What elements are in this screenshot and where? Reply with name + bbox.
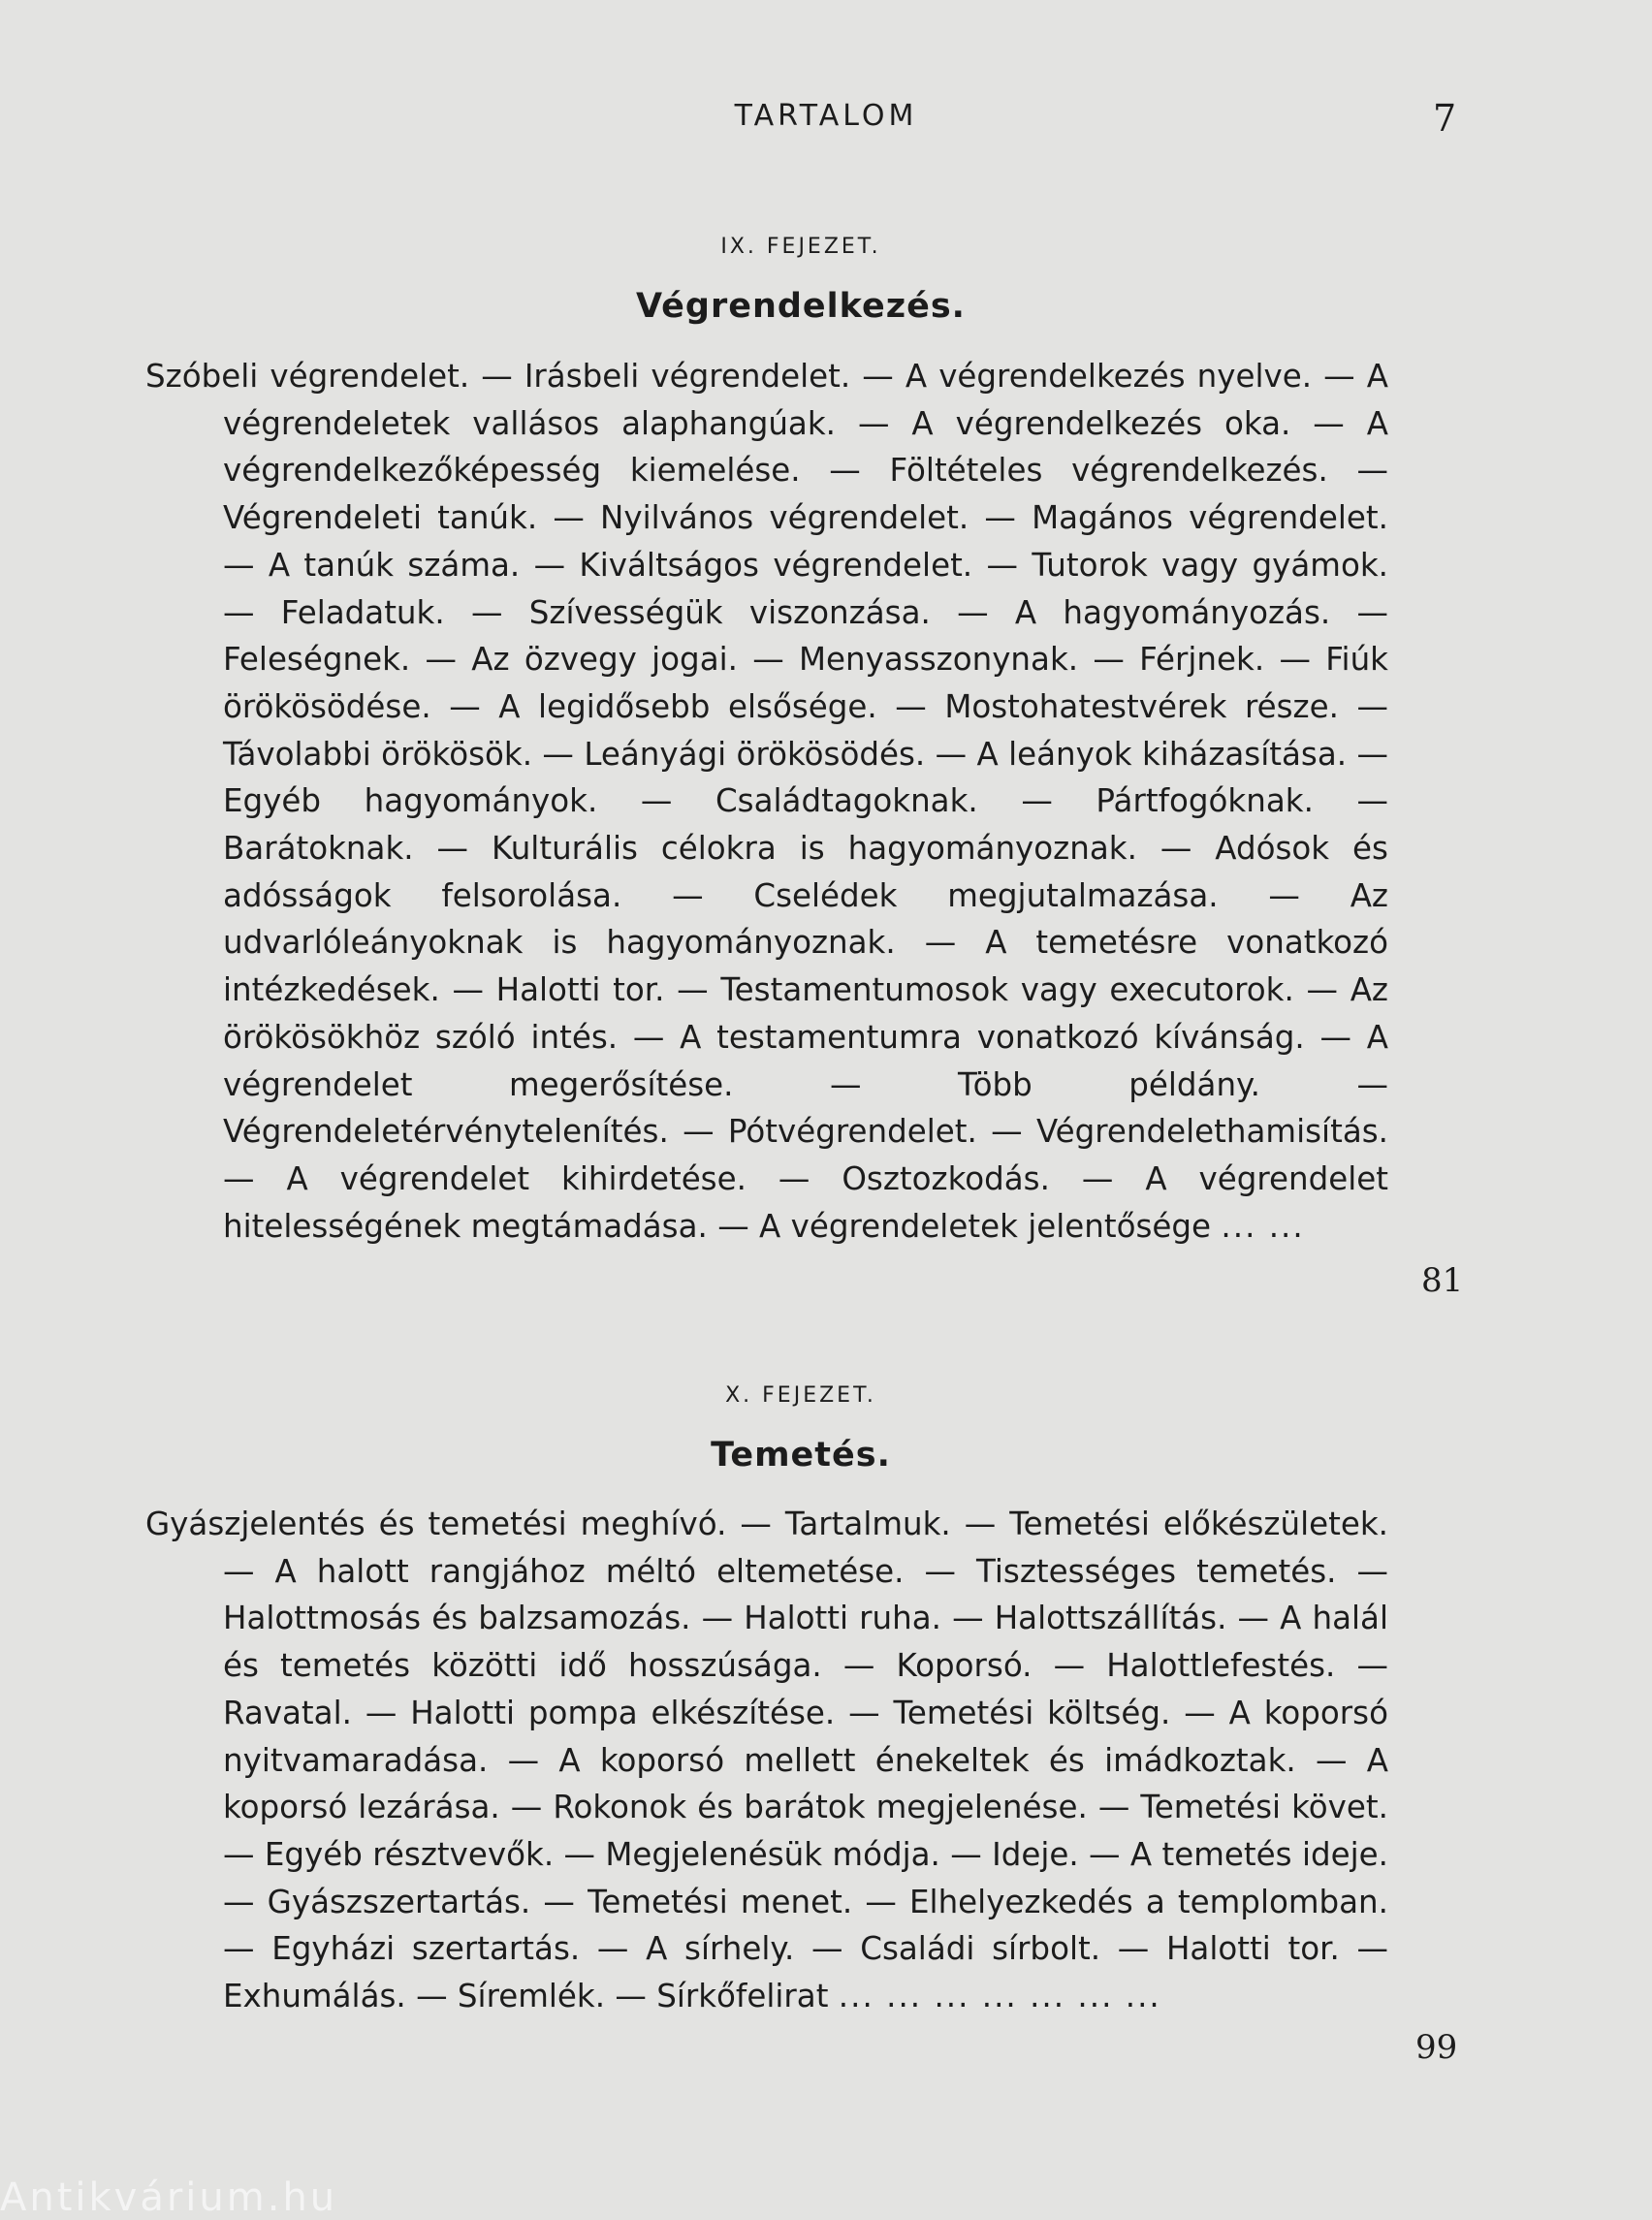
- running-title: TARTALOM: [734, 99, 918, 133]
- contents-text: Szóbeli végrendelet. — Irásbeli végrendelet. — A végrendelkezés nyelve. — A végrendeletek vallásos alaphangúak. — A végrendelkezés oka. — A végrendelkezőképesség kiemelése. — Föltételes végrendelkezés. — Végrendeleti tanúk. — Nyilvános végrendelet. — Magános végrendelet. — A tanúk száma. — Kiváltságos végrendelet. — Tutorok vagy gyámok. — Feladatuk. — Szívességük viszonzása. — A hagyományozás. — Feleségnek. — Az özvegy jogai. — Menyasszonynak. — Férjnek. — Fiúk örökösödése. — A legidősebb elsősége. — Mostohatestvérek része. — Távolabbi örökösök. — Leányági örökösödés. — A leányok kiházasítása. — Egyéb hagyományok. — Családtagoknak. — Pártfogóknak. — Barátoknak. — Kulturális célokra is hagyományoznak. — Adósok és adósságok felsorolása. — Cselédek megjutalmazása. — Az udvarlóleányoknak is hagyományoznak. — A temetésre vonatkozó intézkedések. — Halotti tor. — Testamentumosok vagy executorok. — Az örökösökhöz szóló intés. — A testamentumra vonatkozó kívánság. — A végrendelet megerősítése. — Több példány. — Végrendeletérvénytelenítés. — Pótvégrendelet. — Végrendelethamisítás. — A végrendelet kihirdetése. — Osztozkodás. — A végrendelet hitelességének megtámadása. — A végrendeletek jelentősége: [145, 358, 1388, 1245]
- chapter-label: IX. FEJEZET.: [720, 235, 881, 259]
- dot-leader: ... ...: [1221, 1207, 1305, 1245]
- chapter-page-number: 99: [1415, 2028, 1458, 2067]
- chapter-label: X. FEJEZET.: [725, 1383, 876, 1408]
- chapter-page-number: 81: [1421, 1261, 1464, 1300]
- dot-leader: ... ... ... ... ... ... ...: [838, 1978, 1161, 2015]
- watermark: Antikvárium.hu: [0, 2175, 338, 2220]
- chapter-title: Végrendelkezés.: [636, 287, 966, 326]
- chapter-contents: [145, 1501, 1388, 2020]
- chapter-title: Temetés.: [711, 1436, 891, 1475]
- chapter-contents: [145, 353, 1388, 1250]
- contents-text: Gyászjelentés és temetési meghívó. — Tartalmuk. — Temetési előkészületek. — A halott rangjához méltó eltemetése. — Tisztességes temetés. — Halottmosás és balzsamozás. — Halotti ruha. — Halottszállítás. — A halál és temetés közötti idő hosszúsága. — Koporsó. — Halottlefestés. — Ravatal. — Halotti pompa elkészítése. — Temetési költség. — A koporsó nyitvamaradása. — A koporsó mellett énekeltek és imádkoztak. — A koporsó lezárása. — Rokonok és barátok megjelenése. — Temetési követ. — Egyéb résztvevők. — Megjelenésük módja. — Ideje. — A temetés ideje. — Gyászszertartás. — Temetési menet. — Elhelyezkedés a templomban. — Egyházi szertartás. — A sírhely. — Családi sírbolt. — Halotti tor. — Exhumálás. — Síremlék. — Sírkőfelirat: [145, 1506, 1388, 2015]
- page-number: 7: [1433, 97, 1457, 140]
